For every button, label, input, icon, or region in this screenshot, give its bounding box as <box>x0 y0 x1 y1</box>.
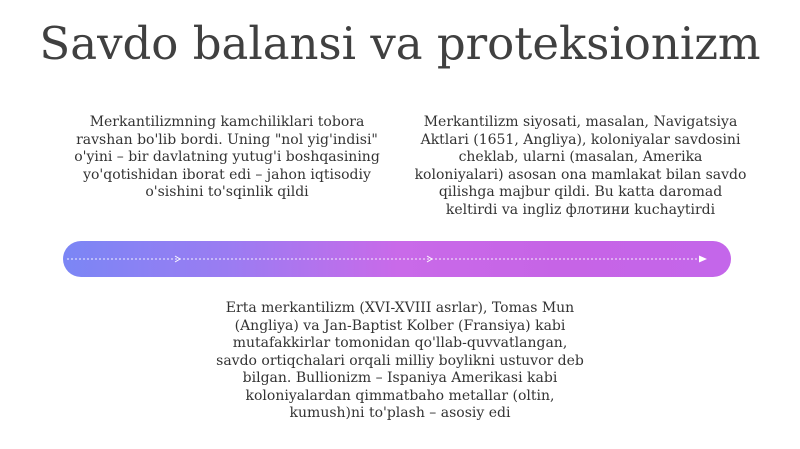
text-block-right: Merkantilizm siyosati, masalan, Navigatsiya Aktlari (1651, Angliya), koloniyalar savdosini cheklab, ularni (masalan, Amerika koloniyalari) asosan ona mamlakat bilan savdo qilishga majbur qildi. Bu katta daromad keltirdi va ingliz флотини kuchaytirdi <box>414 114 747 218</box>
text-block-bottom: Erta merkantilizm (XVI-XVIII asrlar), Tomas Mun (Angliya) va Jan-Baptist Kolber (Fransiya) kabi mutafakkirlar tomonidan qo'llab-quvvatlangan, savdo ortiqchalari orqali milliy boylikni ustuvor deb bilgan. Bullionizm – Ispaniya Amerikasi kabi koloniyalardan qimmatbaho metallar (oltin, kumush)ni to'plash – asosiy edi <box>216 300 584 421</box>
text-block-left: Merkantilizmning kamchiliklari tobora ravshan bo'lib bordi. Uning "nol yig'indisi" o'yini – bir davlatning yutug'i boshqasining yo'qotishidan iborat edi – jahon iqtisodiy o'sishini to'sqinlik qildi <box>74 114 380 200</box>
timeline-arrows <box>63 241 731 277</box>
timeline-bar <box>63 241 731 277</box>
slide-title: Savdo balansi va proteksionizm <box>39 17 761 70</box>
timeline-arrow-end <box>699 256 707 263</box>
